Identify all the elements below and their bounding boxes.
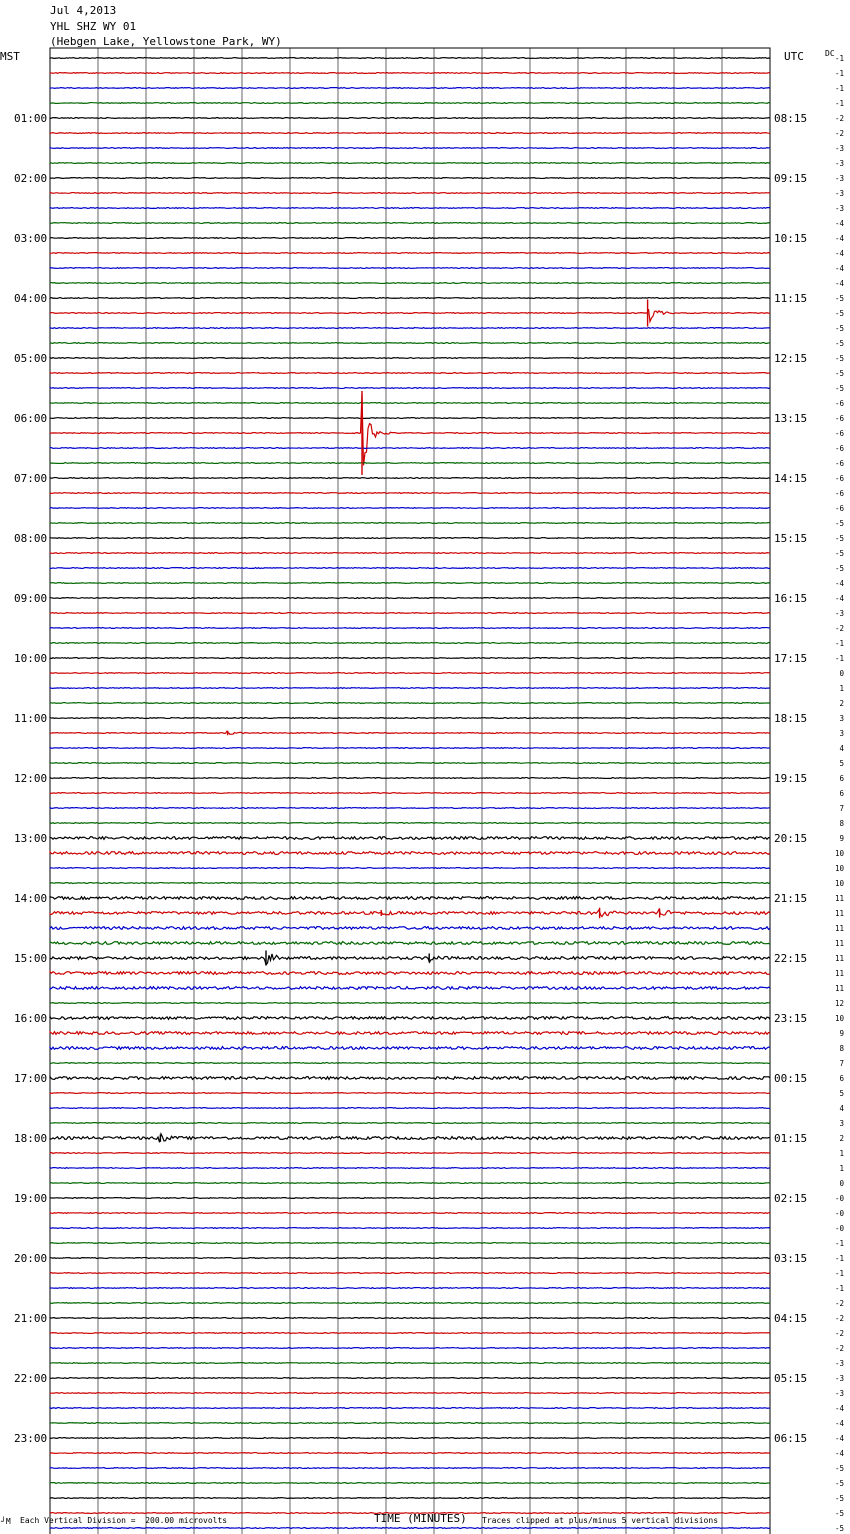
- trace-row-93: [50, 1453, 770, 1454]
- trace-row-61: [50, 972, 770, 975]
- trace-row-80: [50, 1258, 770, 1259]
- dc-offset-label: -2: [834, 624, 844, 633]
- dc-offset-label: 10: [834, 849, 844, 858]
- dc-offset-label: -4: [834, 219, 844, 228]
- trace-row-44: [50, 718, 770, 719]
- trace-row-67: [50, 1063, 770, 1064]
- trace-row-11: [50, 223, 770, 224]
- trace-row-79: [50, 1243, 770, 1244]
- trace-row-78: [50, 1228, 770, 1229]
- dc-offset-label: 11: [834, 894, 844, 903]
- trace-row-68: [50, 1077, 770, 1080]
- dc-offset-label: -4: [834, 264, 844, 273]
- dc-offset-label: -1: [834, 1284, 844, 1293]
- trace-row-86: [50, 1348, 770, 1349]
- dc-offset-label: 11: [834, 984, 844, 993]
- right-hour-label: 12:15: [774, 352, 808, 365]
- dc-offset-label: -2: [834, 1344, 844, 1353]
- dc-offset-label: -1: [834, 99, 844, 108]
- trace-row-56: [50, 897, 770, 900]
- right-hour-label: 09:15: [774, 172, 808, 185]
- dc-offset-label: 2: [839, 699, 844, 708]
- dc-offset-label: -5: [834, 294, 844, 303]
- trace-row-69: [50, 1093, 770, 1094]
- trace-row-65: [50, 1032, 770, 1035]
- trace-row-5: [50, 133, 770, 134]
- dc-offset-label: 0: [839, 1179, 844, 1188]
- trace-row-76: [50, 1198, 770, 1199]
- dc-offset-label: 1: [839, 1149, 844, 1158]
- dc-offset-label: 0: [839, 669, 844, 678]
- dc-offset-label: -2: [834, 1329, 844, 1338]
- dc-offset-label: -4: [834, 594, 844, 603]
- left-hour-label: 21:00: [14, 1312, 48, 1325]
- trace-row-83: [50, 1303, 770, 1304]
- trace-row-19: [50, 343, 770, 344]
- trace-row-24: [50, 418, 770, 419]
- dc-offset-label: -1: [834, 1269, 844, 1278]
- trace-row-42: [50, 688, 770, 689]
- right-hour-label: 03:15: [774, 1252, 808, 1265]
- right-hour-label: 11:15: [774, 292, 808, 305]
- dc-offset-label: -3: [834, 1359, 844, 1368]
- dc-offset-label: -0: [834, 1194, 844, 1203]
- dc-offset-label: 2: [839, 1134, 844, 1143]
- dc-offset-label: 5: [839, 759, 844, 768]
- dc-offset-label: 11: [834, 939, 844, 948]
- dc-offset-label: -6: [834, 399, 844, 408]
- right-hour-label: 13:15: [774, 412, 808, 425]
- left-hour-label: 10:00: [14, 652, 48, 665]
- dc-offset-label: -4: [834, 579, 844, 588]
- dc-offset-label: -4: [834, 249, 844, 258]
- dc-offset-label: 10: [834, 864, 844, 873]
- header-location: (Hebgen Lake, Yellowstone Park, WY): [50, 35, 282, 48]
- trace-row-15: [50, 283, 770, 284]
- trace-row-62: [50, 987, 770, 990]
- dc-offset-label: -6: [834, 414, 844, 423]
- trace-row-6: [50, 148, 770, 149]
- dc-offset-label: -5: [834, 1494, 844, 1503]
- trace-row-91: [50, 1423, 770, 1424]
- dc-offset-label: -3: [834, 1374, 844, 1383]
- trace-row-53: [50, 852, 770, 855]
- trace-row-70: [50, 1108, 770, 1109]
- dc-offset-label: 11: [834, 969, 844, 978]
- dc-offset-label: -4: [834, 1449, 844, 1458]
- dc-offset-label: 4: [839, 1104, 844, 1113]
- trace-row-71: [50, 1123, 770, 1124]
- trace-row-0: [50, 58, 770, 59]
- dc-offset-label: -0: [834, 1224, 844, 1233]
- trace-row-13: [50, 253, 770, 254]
- right-hour-label: 15:15: [774, 532, 808, 545]
- trace-row-54: [50, 868, 770, 869]
- dc-offset-label: -3: [834, 159, 844, 168]
- dc-offset-label: -3: [834, 609, 844, 618]
- left-hour-label: 07:00: [14, 472, 48, 485]
- trace-row-12: [50, 238, 770, 239]
- dc-offset-label: -5: [834, 309, 844, 318]
- trace-row-81: [50, 1273, 770, 1274]
- trace-row-14: [50, 268, 770, 269]
- trace-row-21: [50, 373, 770, 374]
- trace-row-59: [50, 942, 770, 945]
- trace-row-1: [50, 73, 770, 74]
- trace-row-64: [50, 1017, 770, 1020]
- left-hour-label: 22:00: [14, 1372, 48, 1385]
- dc-offset-label: 9: [839, 1029, 844, 1038]
- right-axis-label: UTC: [784, 50, 804, 63]
- trace-row-96: [50, 1498, 770, 1499]
- trace-row-63: [50, 1003, 770, 1004]
- trace-row-31: [50, 523, 770, 524]
- dc-offset-label: 11: [834, 954, 844, 963]
- trace-row-87: [50, 1363, 770, 1364]
- right-hour-label: 01:15: [774, 1132, 808, 1145]
- left-hour-label: 02:00: [14, 172, 48, 185]
- dc-offset-label: -5: [834, 1509, 844, 1518]
- dc-offset-label: 6: [839, 774, 844, 783]
- trace-row-45: [50, 731, 770, 734]
- trace-row-32: [50, 538, 770, 539]
- dc-offset-label: -1: [834, 1254, 844, 1263]
- left-hour-label: 19:00: [14, 1192, 48, 1205]
- trace-row-25: [50, 394, 770, 465]
- right-hour-label: 21:15: [774, 892, 808, 905]
- dc-offset-label: -1: [834, 654, 844, 663]
- trace-row-90: [50, 1408, 770, 1409]
- trace-row-27: [50, 463, 770, 464]
- right-hour-label: 04:15: [774, 1312, 808, 1325]
- dc-offset-label: -3: [834, 204, 844, 213]
- right-hour-label: 08:15: [774, 112, 808, 125]
- left-hour-label: 16:00: [14, 1012, 48, 1025]
- dc-offset-label: 1: [839, 684, 844, 693]
- right-hour-label: 02:15: [774, 1192, 808, 1205]
- trace-row-30: [50, 508, 770, 509]
- dc-offset-label: 3: [839, 1119, 844, 1128]
- left-hour-label: 08:00: [14, 532, 48, 545]
- dc-offset-label: -2: [834, 114, 844, 123]
- dc-offset-label: -5: [834, 369, 844, 378]
- trace-row-28: [50, 478, 770, 479]
- left-hour-label: 03:00: [14, 232, 48, 245]
- trace-row-36: [50, 598, 770, 599]
- dc-offset-label: -2: [834, 1314, 844, 1323]
- trace-row-43: [50, 703, 770, 704]
- dc-offset-label: -5: [834, 324, 844, 333]
- dc-offset-label: 10: [834, 1014, 844, 1023]
- dc-offset-label: -4: [834, 1419, 844, 1428]
- trace-row-89: [50, 1393, 770, 1394]
- dc-offset-label: -4: [834, 279, 844, 288]
- dc-offset-label: 12: [834, 999, 844, 1008]
- dc-offset-label: 8: [839, 1044, 844, 1053]
- dc-offset-label: -2: [834, 129, 844, 138]
- dc-offset-label: 3: [839, 714, 844, 723]
- trace-row-75: [50, 1183, 770, 1184]
- trace-row-95: [50, 1483, 770, 1484]
- dc-offset-label: -4: [834, 1434, 844, 1443]
- left-hour-label: 09:00: [14, 592, 48, 605]
- trace-row-41: [50, 673, 770, 674]
- dc-offset-label: -5: [834, 564, 844, 573]
- trace-row-82: [50, 1288, 770, 1289]
- right-hour-label: 06:15: [774, 1432, 808, 1445]
- left-hour-label: 23:00: [14, 1432, 48, 1445]
- right-hour-label: 23:15: [774, 1012, 808, 1025]
- trace-row-33: [50, 553, 770, 554]
- dc-offset-label: -1: [834, 54, 844, 63]
- dc-offset-label: -5: [834, 519, 844, 528]
- trace-row-57: [50, 909, 770, 916]
- dc-offset-label: -1: [834, 1239, 844, 1248]
- dc-offset-label: -3: [834, 144, 844, 153]
- dc-offset-label: 7: [839, 804, 844, 813]
- trace-row-4: [50, 118, 770, 119]
- trace-row-7: [50, 163, 770, 164]
- right-hour-label: 20:15: [774, 832, 808, 845]
- dc-offset-label: 10: [834, 879, 844, 888]
- right-hour-label: 16:15: [774, 592, 808, 605]
- trace-row-49: [50, 793, 770, 794]
- trace-row-23: [50, 403, 770, 404]
- dc-offset-label: -5: [834, 1524, 844, 1533]
- header-station: YHL SHZ WY 01: [50, 20, 137, 33]
- dc-offset-label: 3: [839, 729, 844, 738]
- trace-row-9: [50, 193, 770, 194]
- trace-row-52: [50, 837, 770, 840]
- trace-row-20: [50, 358, 770, 359]
- trace-row-48: [50, 778, 770, 779]
- trace-row-85: [50, 1333, 770, 1334]
- trace-row-46: [50, 748, 770, 749]
- trace-row-35: [50, 583, 770, 584]
- trace-row-66: [50, 1047, 770, 1050]
- right-hour-label: 18:15: [774, 712, 808, 725]
- right-hour-label: 14:15: [774, 472, 808, 485]
- footer-scale: Each Vertical Division = 200.00 microvolts: [20, 1516, 228, 1525]
- dc-offset-label: 9: [839, 834, 844, 843]
- dc-offset-label: 5: [839, 1089, 844, 1098]
- dc-offset-label: -5: [834, 1479, 844, 1488]
- right-hour-label: 05:15: [774, 1372, 808, 1385]
- dc-offset-label: 8: [839, 819, 844, 828]
- trace-row-39: [50, 643, 770, 644]
- left-hour-label: 13:00: [14, 832, 48, 845]
- left-hour-label: 12:00: [14, 772, 48, 785]
- trace-row-3: [50, 103, 770, 104]
- left-hour-label: 05:00: [14, 352, 48, 365]
- left-hour-label: 17:00: [14, 1072, 48, 1085]
- dc-offset-label: 1: [839, 1164, 844, 1173]
- trace-row-60: [50, 954, 770, 965]
- dc-offset-label: -1: [834, 639, 844, 648]
- dc-offset-label: -5: [834, 354, 844, 363]
- trace-row-37: [50, 613, 770, 614]
- dc-offset-label: -5: [834, 1464, 844, 1473]
- header-date: Jul 4,2013: [50, 4, 117, 17]
- trace-row-2: [50, 88, 770, 89]
- trace-row-77: [50, 1213, 770, 1214]
- right-hour-label: 19:15: [774, 772, 808, 785]
- right-hour-label: 00:15: [774, 1072, 808, 1085]
- trace-row-92: [50, 1438, 770, 1439]
- dc-offset-label: -6: [834, 444, 844, 453]
- footer-clip-note: Traces clipped at plus/minus 5 vertical divisions: [482, 1516, 719, 1525]
- left-axis-label: MST: [0, 50, 20, 63]
- dc-offset-label: 11: [834, 909, 844, 918]
- dc-offset-label: -6: [834, 504, 844, 513]
- dc-offset-label: 4: [839, 744, 844, 753]
- left-hour-label: 11:00: [14, 712, 48, 725]
- dc-offset-label: -5: [834, 384, 844, 393]
- trace-row-40: [50, 658, 770, 659]
- dc-offset-label: -5: [834, 339, 844, 348]
- trace-row-16: [50, 298, 770, 299]
- left-hour-label: 04:00: [14, 292, 48, 305]
- trace-row-51: [50, 823, 770, 824]
- dc-offset-label: -6: [834, 489, 844, 498]
- trace-row-18: [50, 328, 770, 329]
- dc-offset-label: -4: [834, 1404, 844, 1413]
- left-hour-label: 18:00: [14, 1132, 48, 1145]
- right-hour-label: 17:15: [774, 652, 808, 665]
- trace-row-72: [50, 1134, 770, 1142]
- dc-offset-label: -3: [834, 174, 844, 183]
- trace-row-94: [50, 1468, 770, 1469]
- dc-offset-label: -4: [834, 234, 844, 243]
- left-hour-label: 14:00: [14, 892, 48, 905]
- left-hour-label: 15:00: [14, 952, 48, 965]
- left-hour-label: 06:00: [14, 412, 48, 425]
- dc-offset-label: -5: [834, 549, 844, 558]
- dc-offset-label: -0: [834, 1209, 844, 1218]
- dc-offset-label: -5: [834, 534, 844, 543]
- trace-row-17: [50, 309, 770, 321]
- dc-label: DC: [825, 49, 835, 58]
- trace-row-10: [50, 208, 770, 209]
- trace-row-58: [50, 927, 770, 930]
- left-hour-label: 20:00: [14, 1252, 48, 1265]
- x-axis-label: TIME (MINUTES): [374, 1512, 467, 1525]
- trace-row-26: [50, 448, 770, 449]
- trace-row-98: [50, 1528, 770, 1529]
- dc-offset-label: 11: [834, 924, 844, 933]
- dc-offset-label: 7: [839, 1059, 844, 1068]
- footer-corner-mark: ┘M: [1, 1517, 11, 1526]
- dc-offset-label: -6: [834, 459, 844, 468]
- dc-offset-label: -2: [834, 1299, 844, 1308]
- right-hour-label: 10:15: [774, 232, 808, 245]
- dc-offset-label: -3: [834, 1389, 844, 1398]
- trace-row-34: [50, 568, 770, 569]
- dc-offset-label: -6: [834, 474, 844, 483]
- trace-row-50: [50, 808, 770, 809]
- trace-row-47: [50, 763, 770, 764]
- trace-row-73: [50, 1153, 770, 1154]
- trace-row-74: [50, 1168, 770, 1169]
- trace-row-55: [50, 883, 770, 884]
- right-hour-label: 22:15: [774, 952, 808, 965]
- dc-offset-label: -1: [834, 69, 844, 78]
- trace-row-38: [50, 628, 770, 629]
- plot-frame: [50, 48, 770, 1534]
- trace-row-84: [50, 1318, 770, 1319]
- dc-offset-label: -3: [834, 189, 844, 198]
- trace-row-22: [50, 388, 770, 389]
- trace-row-8: [50, 178, 770, 179]
- trace-row-29: [50, 493, 770, 494]
- trace-row-88: [50, 1378, 770, 1379]
- dc-offset-label: -6: [834, 429, 844, 438]
- left-hour-label: 01:00: [14, 112, 48, 125]
- dc-offset-label: 6: [839, 1074, 844, 1083]
- dc-offset-label: -1: [834, 84, 844, 93]
- dc-offset-label: 6: [839, 789, 844, 798]
